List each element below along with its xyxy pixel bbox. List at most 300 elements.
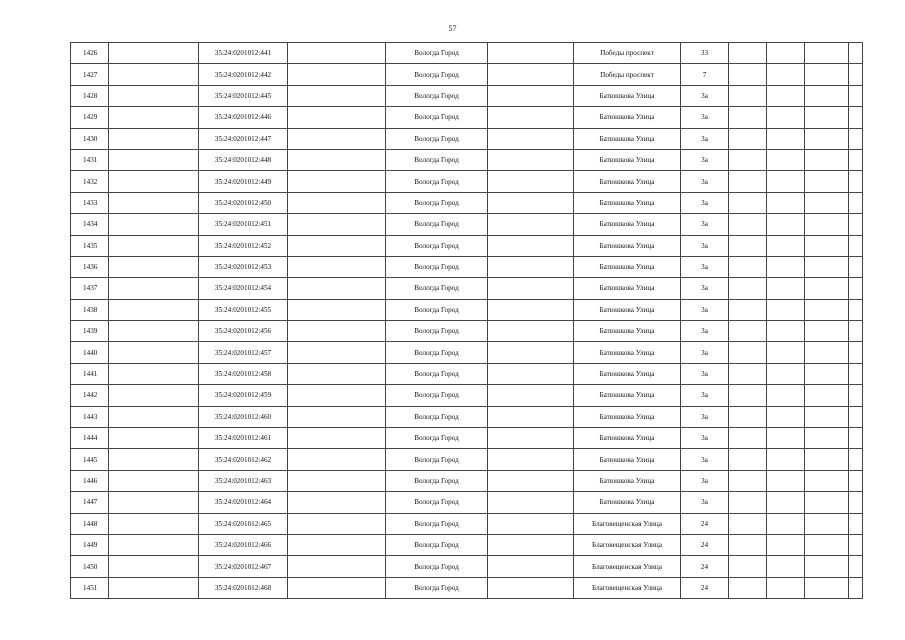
empty-cell	[849, 278, 863, 299]
row-number-cell: 1427	[71, 64, 109, 85]
empty-cell	[767, 577, 805, 598]
empty-cell	[767, 385, 805, 406]
row-number-cell: 1431	[71, 149, 109, 170]
empty-cell	[805, 299, 849, 320]
street-cell: Батюшкова Улица	[574, 256, 681, 277]
empty-cell	[288, 321, 386, 342]
empty-cell	[767, 64, 805, 85]
table-row	[71, 107, 863, 128]
cadastral-number-cell: 35:24:0201012:458	[199, 363, 288, 384]
cadastral-number-cell: 35:24:0201012:460	[199, 406, 288, 427]
empty-cell	[805, 470, 849, 491]
house-number-cell: 3а	[681, 256, 729, 277]
street-cell: Батюшкова Улица	[574, 470, 681, 491]
cadastral-number-cell: 35:24:0201012:459	[199, 385, 288, 406]
city-cell: Вологда Город	[386, 321, 488, 342]
row-number-cell: 1429	[71, 107, 109, 128]
empty-cell	[288, 513, 386, 534]
empty-cell	[729, 556, 767, 577]
empty-cell	[729, 64, 767, 85]
empty-cell	[109, 85, 199, 106]
empty-cell	[288, 299, 386, 320]
empty-cell	[729, 428, 767, 449]
table-row	[71, 556, 863, 577]
empty-cell	[805, 171, 849, 192]
street-cell: Благовещенская Улица	[574, 534, 681, 555]
empty-cell	[488, 43, 574, 64]
table-row	[71, 342, 863, 363]
empty-cell	[109, 534, 199, 555]
empty-cell	[767, 171, 805, 192]
empty-cell	[488, 428, 574, 449]
empty-cell	[288, 107, 386, 128]
empty-cell	[109, 256, 199, 277]
empty-cell	[805, 64, 849, 85]
row-number-cell: 1446	[71, 470, 109, 491]
empty-cell	[805, 449, 849, 470]
empty-cell	[109, 492, 199, 513]
street-cell: Батюшкова Улица	[574, 192, 681, 213]
empty-cell	[288, 149, 386, 170]
row-number-cell: 1439	[71, 321, 109, 342]
empty-cell	[109, 428, 199, 449]
empty-cell	[109, 171, 199, 192]
city-cell: Вологда Город	[386, 214, 488, 235]
cadastral-number-cell: 35:24:0201012:450	[199, 192, 288, 213]
house-number-cell: 3а	[681, 128, 729, 149]
empty-cell	[729, 85, 767, 106]
empty-cell	[288, 449, 386, 470]
street-cell: Благовещенская Улица	[574, 513, 681, 534]
table-row	[71, 214, 863, 235]
empty-cell	[288, 235, 386, 256]
street-cell: Батюшкова Улица	[574, 428, 681, 449]
row-number-cell: 1441	[71, 363, 109, 384]
street-cell: Батюшкова Улица	[574, 299, 681, 320]
table-row	[71, 43, 863, 64]
cadastral-number-cell: 35:24:0201012:468	[199, 577, 288, 598]
empty-cell	[288, 278, 386, 299]
empty-cell	[729, 192, 767, 213]
empty-cell	[767, 235, 805, 256]
empty-cell	[767, 556, 805, 577]
empty-cell	[729, 449, 767, 470]
empty-cell	[288, 43, 386, 64]
table-row	[71, 149, 863, 170]
city-cell: Вологда Город	[386, 278, 488, 299]
street-cell: Батюшкова Улица	[574, 128, 681, 149]
empty-cell	[488, 85, 574, 106]
empty-cell	[488, 321, 574, 342]
table-row	[71, 128, 863, 149]
empty-cell	[488, 192, 574, 213]
row-number-cell: 1448	[71, 513, 109, 534]
registry-table	[70, 42, 863, 599]
empty-cell	[488, 214, 574, 235]
table-row	[71, 256, 863, 277]
empty-cell	[767, 128, 805, 149]
empty-cell	[767, 428, 805, 449]
empty-cell	[288, 577, 386, 598]
cadastral-number-cell: 35:24:0201012:452	[199, 235, 288, 256]
city-cell: Вологда Город	[386, 107, 488, 128]
row-number-cell: 1433	[71, 192, 109, 213]
empty-cell	[805, 107, 849, 128]
cadastral-number-cell: 35:24:0201012:449	[199, 171, 288, 192]
empty-cell	[767, 299, 805, 320]
city-cell: Вологда Город	[386, 299, 488, 320]
empty-cell	[288, 406, 386, 427]
city-cell: Вологда Город	[386, 470, 488, 491]
cadastral-number-cell: 35:24:0201012:465	[199, 513, 288, 534]
empty-cell	[288, 256, 386, 277]
table-row	[71, 492, 863, 513]
empty-cell	[805, 235, 849, 256]
row-number-cell: 1451	[71, 577, 109, 598]
empty-cell	[767, 149, 805, 170]
empty-cell	[488, 64, 574, 85]
empty-cell	[729, 214, 767, 235]
cadastral-number-cell: 35:24:0201012:455	[199, 299, 288, 320]
street-cell: Батюшкова Улица	[574, 321, 681, 342]
empty-cell	[488, 235, 574, 256]
empty-cell	[729, 171, 767, 192]
empty-cell	[288, 342, 386, 363]
empty-cell	[805, 149, 849, 170]
empty-cell	[805, 385, 849, 406]
empty-cell	[288, 64, 386, 85]
empty-cell	[805, 256, 849, 277]
city-cell: Вологда Город	[386, 171, 488, 192]
empty-cell	[109, 128, 199, 149]
row-number-cell: 1437	[71, 278, 109, 299]
street-cell: Батюшкова Улица	[574, 171, 681, 192]
empty-cell	[767, 192, 805, 213]
empty-cell	[109, 299, 199, 320]
house-number-cell: 3а	[681, 363, 729, 384]
street-cell: Батюшкова Улица	[574, 385, 681, 406]
empty-cell	[767, 513, 805, 534]
house-number-cell: 3а	[681, 214, 729, 235]
table-row	[71, 321, 863, 342]
city-cell: Вологда Город	[386, 406, 488, 427]
empty-cell	[288, 385, 386, 406]
empty-cell	[109, 577, 199, 598]
empty-cell	[805, 128, 849, 149]
page-number: 57	[448, 24, 457, 33]
cadastral-number-cell: 35:24:0201012:441	[199, 43, 288, 64]
row-number-cell: 1443	[71, 406, 109, 427]
empty-cell	[109, 43, 199, 64]
row-number-cell: 1434	[71, 214, 109, 235]
house-number-cell: 3а	[681, 149, 729, 170]
table-row	[71, 278, 863, 299]
empty-cell	[805, 534, 849, 555]
empty-cell	[729, 128, 767, 149]
street-cell: Батюшкова Улица	[574, 449, 681, 470]
empty-cell	[805, 85, 849, 106]
row-number-cell: 1432	[71, 171, 109, 192]
house-number-cell: 3а	[681, 342, 729, 363]
street-cell: Благовещенская Улица	[574, 577, 681, 598]
row-number-cell: 1445	[71, 449, 109, 470]
empty-cell	[849, 577, 863, 598]
empty-cell	[849, 171, 863, 192]
empty-cell	[849, 64, 863, 85]
empty-cell	[805, 577, 849, 598]
empty-cell	[488, 256, 574, 277]
empty-cell	[109, 385, 199, 406]
table-row	[71, 513, 863, 534]
house-number-cell: 3а	[681, 428, 729, 449]
empty-cell	[849, 556, 863, 577]
empty-cell	[805, 43, 849, 64]
table-row	[71, 192, 863, 213]
empty-cell	[288, 214, 386, 235]
empty-cell	[767, 43, 805, 64]
street-cell: Батюшкова Улица	[574, 278, 681, 299]
row-number-cell: 1426	[71, 43, 109, 64]
empty-cell	[767, 85, 805, 106]
empty-cell	[109, 556, 199, 577]
table-row	[71, 299, 863, 320]
empty-cell	[288, 556, 386, 577]
empty-cell	[288, 171, 386, 192]
street-cell: Батюшкова Улица	[574, 149, 681, 170]
empty-cell	[729, 492, 767, 513]
city-cell: Вологда Город	[386, 513, 488, 534]
cadastral-number-cell: 35:24:0201012:448	[199, 149, 288, 170]
table-row	[71, 85, 863, 106]
table-row	[71, 449, 863, 470]
empty-cell	[729, 235, 767, 256]
empty-cell	[805, 428, 849, 449]
cadastral-number-cell: 35:24:0201012:463	[199, 470, 288, 491]
empty-cell	[488, 449, 574, 470]
cadastral-number-cell: 35:24:0201012:466	[199, 534, 288, 555]
empty-cell	[729, 513, 767, 534]
cadastral-number-cell: 35:24:0201012:447	[199, 128, 288, 149]
city-cell: Вологда Город	[386, 149, 488, 170]
city-cell: Вологда Город	[386, 128, 488, 149]
empty-cell	[488, 299, 574, 320]
empty-cell	[805, 214, 849, 235]
empty-cell	[805, 192, 849, 213]
empty-cell	[488, 513, 574, 534]
empty-cell	[109, 449, 199, 470]
street-cell: Батюшкова Улица	[574, 85, 681, 106]
row-number-cell: 1440	[71, 342, 109, 363]
street-cell: Победы проспект	[574, 64, 681, 85]
empty-cell	[288, 363, 386, 384]
row-number-cell: 1442	[71, 385, 109, 406]
empty-cell	[109, 278, 199, 299]
empty-cell	[109, 363, 199, 384]
empty-cell	[109, 470, 199, 491]
empty-cell	[488, 107, 574, 128]
empty-cell	[767, 449, 805, 470]
city-cell: Вологда Город	[386, 342, 488, 363]
city-cell: Вологда Город	[386, 449, 488, 470]
empty-cell	[849, 235, 863, 256]
city-cell: Вологда Город	[386, 64, 488, 85]
house-number-cell: 3а	[681, 85, 729, 106]
empty-cell	[767, 406, 805, 427]
city-cell: Вологда Город	[386, 192, 488, 213]
house-number-cell: 3а	[681, 278, 729, 299]
cadastral-number-cell: 35:24:0201012:454	[199, 278, 288, 299]
row-number-cell: 1447	[71, 492, 109, 513]
row-number-cell: 1449	[71, 534, 109, 555]
empty-cell	[729, 406, 767, 427]
empty-cell	[849, 128, 863, 149]
house-number-cell: 3а	[681, 470, 729, 491]
empty-cell	[488, 171, 574, 192]
empty-cell	[805, 363, 849, 384]
empty-cell	[729, 363, 767, 384]
registry-body	[71, 43, 863, 599]
empty-cell	[729, 534, 767, 555]
street-cell: Батюшкова Улица	[574, 406, 681, 427]
cadastral-number-cell: 35:24:0201012:461	[199, 428, 288, 449]
city-cell: Вологда Город	[386, 235, 488, 256]
house-number-cell: 3а	[681, 299, 729, 320]
empty-cell	[288, 492, 386, 513]
empty-cell	[488, 363, 574, 384]
empty-cell	[729, 278, 767, 299]
house-number-cell: 3а	[681, 406, 729, 427]
empty-cell	[849, 513, 863, 534]
empty-cell	[767, 256, 805, 277]
empty-cell	[849, 299, 863, 320]
empty-cell	[767, 214, 805, 235]
city-cell: Вологда Город	[386, 556, 488, 577]
empty-cell	[805, 321, 849, 342]
city-cell: Вологда Город	[386, 256, 488, 277]
cadastral-number-cell: 35:24:0201012:453	[199, 256, 288, 277]
house-number-cell: 24	[681, 534, 729, 555]
empty-cell	[488, 278, 574, 299]
house-number-cell: 24	[681, 577, 729, 598]
empty-cell	[109, 321, 199, 342]
empty-cell	[288, 428, 386, 449]
empty-cell	[109, 342, 199, 363]
empty-cell	[767, 278, 805, 299]
empty-cell	[849, 256, 863, 277]
empty-cell	[729, 385, 767, 406]
row-number-cell: 1438	[71, 299, 109, 320]
empty-cell	[767, 470, 805, 491]
empty-cell	[805, 342, 849, 363]
empty-cell	[849, 149, 863, 170]
empty-cell	[849, 214, 863, 235]
house-number-cell: 33	[681, 43, 729, 64]
empty-cell	[849, 449, 863, 470]
empty-cell	[488, 385, 574, 406]
empty-cell	[729, 470, 767, 491]
street-cell: Батюшкова Улица	[574, 363, 681, 384]
empty-cell	[109, 107, 199, 128]
cadastral-number-cell: 35:24:0201012:467	[199, 556, 288, 577]
empty-cell	[729, 342, 767, 363]
empty-cell	[849, 85, 863, 106]
empty-cell	[488, 577, 574, 598]
row-number-cell: 1428	[71, 85, 109, 106]
house-number-cell: 7	[681, 64, 729, 85]
empty-cell	[729, 299, 767, 320]
table-row	[71, 534, 863, 555]
empty-cell	[805, 406, 849, 427]
cadastral-number-cell: 35:24:0201012:457	[199, 342, 288, 363]
house-number-cell: 3а	[681, 385, 729, 406]
cadastral-number-cell: 35:24:0201012:446	[199, 107, 288, 128]
house-number-cell: 3а	[681, 171, 729, 192]
empty-cell	[767, 492, 805, 513]
cadastral-number-cell: 35:24:0201012:462	[199, 449, 288, 470]
row-number-cell: 1450	[71, 556, 109, 577]
empty-cell	[849, 192, 863, 213]
empty-cell	[849, 406, 863, 427]
street-cell: Батюшкова Улица	[574, 235, 681, 256]
empty-cell	[488, 342, 574, 363]
empty-cell	[109, 192, 199, 213]
empty-cell	[849, 470, 863, 491]
empty-cell	[488, 534, 574, 555]
empty-cell	[109, 64, 199, 85]
table-row	[71, 385, 863, 406]
empty-cell	[849, 428, 863, 449]
table-row	[71, 577, 863, 598]
empty-cell	[849, 107, 863, 128]
empty-cell	[488, 406, 574, 427]
table-row	[71, 406, 863, 427]
house-number-cell: 24	[681, 556, 729, 577]
empty-cell	[288, 470, 386, 491]
city-cell: Вологда Город	[386, 43, 488, 64]
empty-cell	[729, 321, 767, 342]
empty-cell	[767, 342, 805, 363]
empty-cell	[849, 492, 863, 513]
empty-cell	[488, 470, 574, 491]
empty-cell	[849, 534, 863, 555]
cadastral-number-cell: 35:24:0201012:464	[199, 492, 288, 513]
empty-cell	[288, 192, 386, 213]
empty-cell	[849, 385, 863, 406]
empty-cell	[288, 534, 386, 555]
house-number-cell: 3а	[681, 449, 729, 470]
table-row	[71, 428, 863, 449]
empty-cell	[849, 363, 863, 384]
table-row	[71, 470, 863, 491]
empty-cell	[767, 321, 805, 342]
row-number-cell: 1436	[71, 256, 109, 277]
row-number-cell: 1444	[71, 428, 109, 449]
street-cell: Батюшкова Улица	[574, 107, 681, 128]
empty-cell	[849, 342, 863, 363]
house-number-cell: 3а	[681, 321, 729, 342]
empty-cell	[488, 492, 574, 513]
cadastral-number-cell: 35:24:0201012:445	[199, 85, 288, 106]
table-row	[71, 363, 863, 384]
city-cell: Вологда Город	[386, 534, 488, 555]
empty-cell	[488, 149, 574, 170]
empty-cell	[729, 107, 767, 128]
empty-cell	[729, 256, 767, 277]
empty-cell	[288, 128, 386, 149]
city-cell: Вологда Город	[386, 385, 488, 406]
row-number-cell: 1435	[71, 235, 109, 256]
city-cell: Вологда Город	[386, 577, 488, 598]
